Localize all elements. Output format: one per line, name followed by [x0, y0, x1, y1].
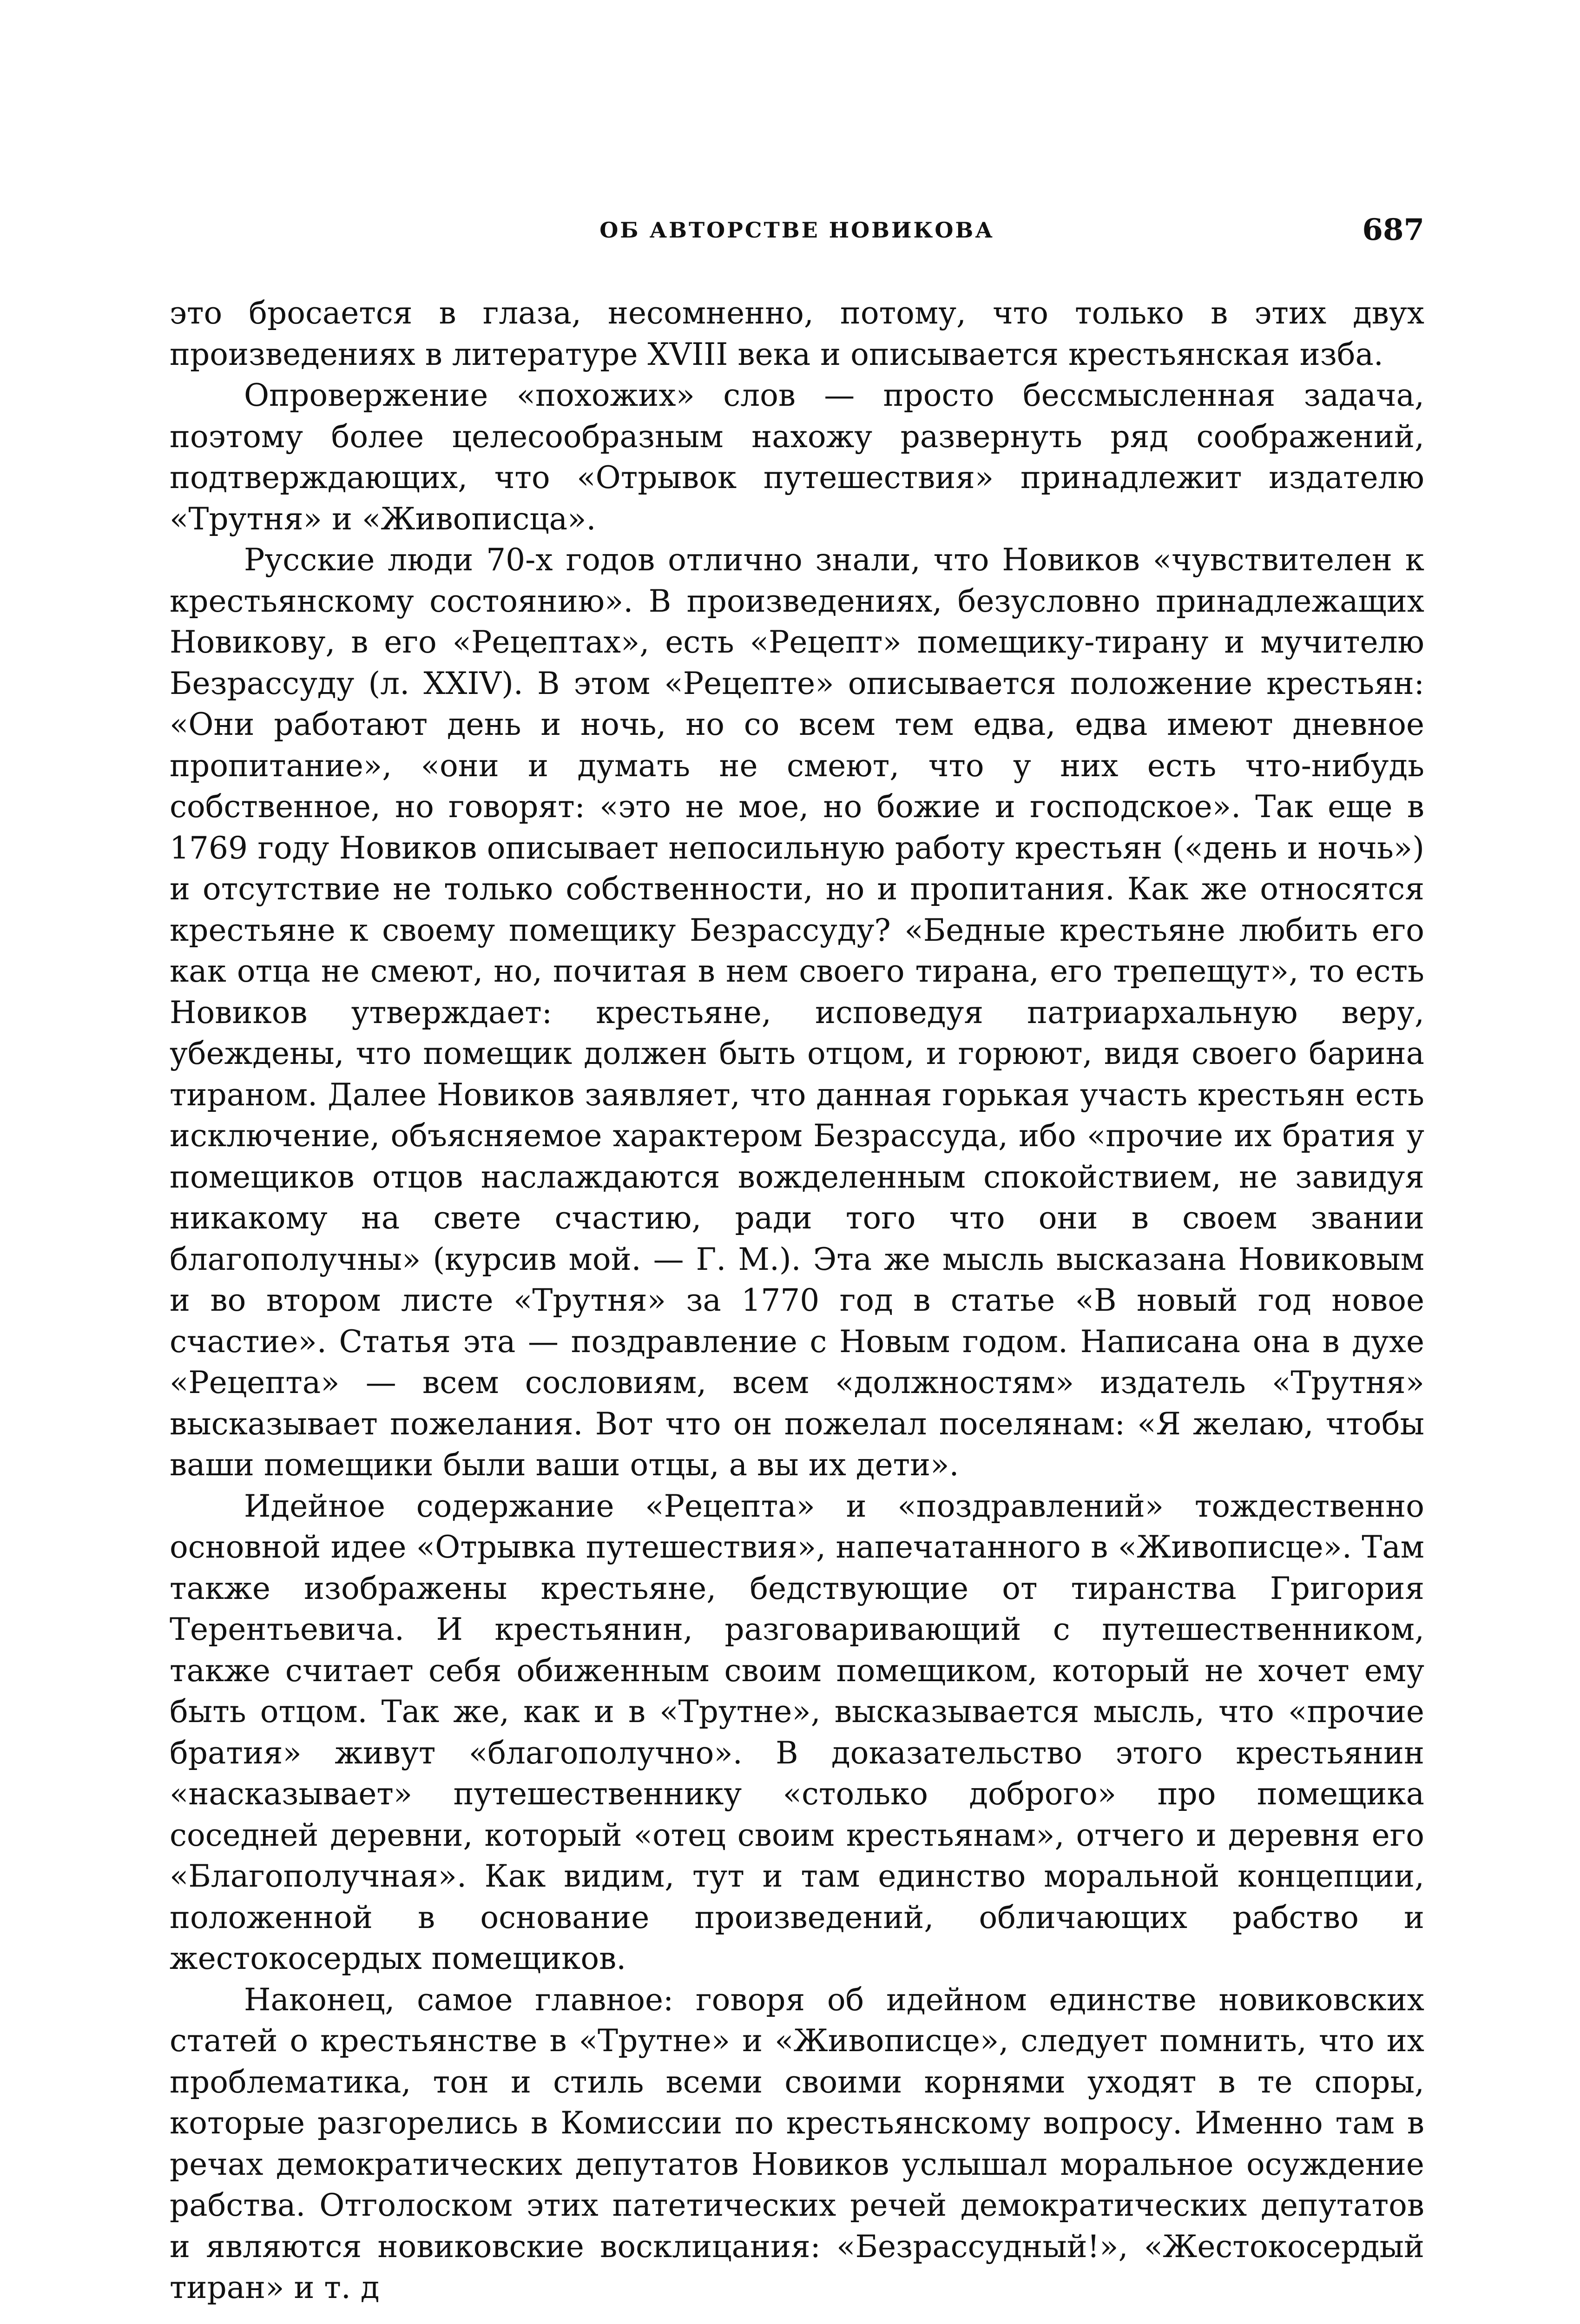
paragraph: Наконец, самое главное: говоря об идейном единстве новиковских статей о крестьянстве в «Трутне» и «Живописце», следует помнить, что их проблематика, тон и стиль всеми своими корнями уходят в те споры, которые разгорелись в Комиссии по крестьянскому вопросу. Именно там в речах демократических депутатов Новиков услышал моральное осуждение рабства. Отголоском этих патетических речей демократических депутатов и являются новиковские восклицания: «Безрассудный!», «Жестокосердый тиран» и т. д [170, 1981, 1424, 2305]
paragraph: Опровержение «похожих» слов — просто бессмысленная задача, поэтому более целесообразным нахожу развернуть ряд соображений, подтверждающих, что «Отрывок путешествия» принадлежит издателю «Трутня» и «Живописца». [170, 377, 1424, 537]
paragraph: Русские люди 70-х годов отлично знали, что Новиков «чувствителен к крестьянскому состоянию». В произведениях, безусловно принадлежащих Новикову, в его «Рецептах», есть «Рецепт» помещику-тирану и мучителю Безрассуду (л. XXIV). В этом «Рецепте» описывается положение крестьян: «Они работают день и ночь, но со всем тем едва, едва имеют дневное пропитание», «они и думать не смеют, что у них есть что-нибудь собственное, но говорят: «это не мое, но божие и господское». Так еще в 1769 году Новиков описывает непосильную работу крестьян («день и ночь») и отсутствие не только собственности, но и пропитания. Как же относятся крестьяне к своему помещику Безрассуду? «Бедные крестьяне любить его как отца не смеют, но, почитая в нем своего тирана, его трепещут», то есть Новиков утверждает: крестьяне, исповедуя патриархальную веру, убеждены, что помещик должен быть отцом, и горюют, видя своего барина тираном. Далее Новиков заявляет, что данная горькая участь крестьян есть исключение, объясняемое характером Безрассуда, ибо «прочие их братия у помещиков отцов наслаждаются вожделенным спокойствием, не завидуя никакому на свете счастию, ради того что они в своем звании благополучны» (курсив мой. — Г. М.). Эта же мысль высказана Новиковым и во втором листе «Трутня» за 1770 год в статье «В новый год новое счастие». Статья эта — поздравление с Новым годом. Написана она в духе «Рецепта» — всем сословиям, всем «должностям» издатель «Трутня» высказывает пожелания. Вот что он пожелал поселянам: «Я желаю, чтобы ваши помещики были ваши отцы, а вы их дети». [170, 542, 1424, 1483]
paragraph: это бросается в глаза, несомненно, потому, что только в этих двух произведениях в литературе XVIII века и описывается крестьянская изба. [170, 295, 1424, 372]
paragraph: Идейное содержание «Рецепта» и «поздравлений» тождественно основной идее «Отрывка путешествия», напечатанного в «Живописце». Там также изображены крестьяне, бедствующие от тиранства Григория Терентьевича. И крестьянин, разговаривающий с путешественником, также считает себя обиженным своим помещиком, который не хочет ему быть отцом. Так же, как и в «Трутне», высказывается мысль, что «прочие братия» живут «благополучно». В доказательство этого крестьянин «насказывает» путешественнику «столько доброго» про помещика соседней деревни, который «отец своим крестьянам», отчего и деревня его «Благополучная». Как видим, тут и там единство моральной концепции, положенной в основание произведений, обличающих рабство и жестокосердых помещиков. [170, 1488, 1424, 1976]
page-header [170, 211, 1424, 249]
page-number: 687 [1362, 212, 1424, 247]
running-title: ОБ АВТОРСТВЕ НОВИКОВА [599, 218, 994, 243]
body-text [170, 293, 1424, 2309]
